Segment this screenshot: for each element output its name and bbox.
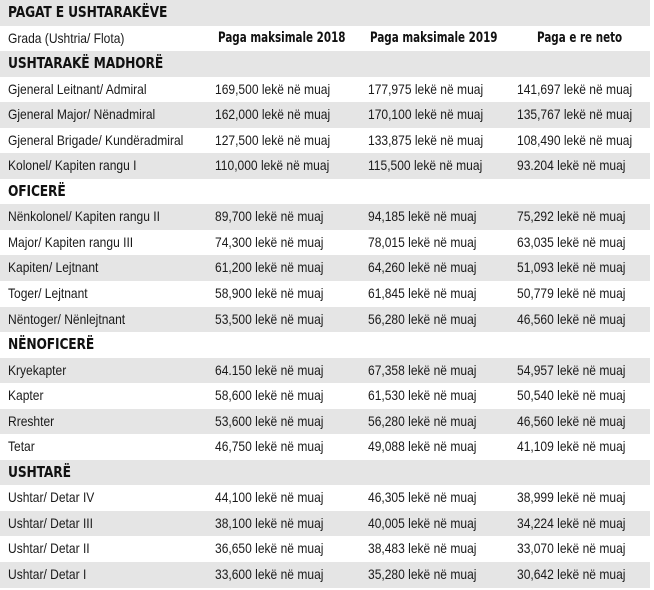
grade-cell: Ushtar/ Detar I [8, 566, 87, 583]
salary-2018-cell: 58,600 lekë në muaj [215, 387, 324, 404]
net-salary-cell: 63,035 lekë në muaj [517, 233, 626, 250]
grade-cell: Ushtar/ Detar IV [8, 489, 95, 506]
section-header-row [0, 460, 650, 486]
salary-2018-cell: 33,600 lekë në muaj [215, 566, 324, 583]
salary-2019-cell: 61,530 lekë në muaj [368, 387, 477, 404]
salary-2018-cell: 110,000 lekë në muaj [215, 157, 330, 174]
salary-2019-cell: 133,875 lekë në muaj [368, 131, 484, 148]
grade-cell: Tetar [8, 438, 35, 455]
net-salary-cell: 93.204 lekë në muaj [517, 157, 626, 174]
column-header-grade: Grada (Ushtria/ Flota) [8, 29, 125, 46]
salary-2018-cell: 36,650 lekë në muaj [215, 540, 324, 557]
salary-2019-cell: 61,845 lekë në muaj [368, 285, 477, 302]
net-salary-cell: 30,642 lekë në muaj [517, 566, 626, 583]
table-row [0, 434, 650, 460]
table-row [0, 383, 650, 409]
salary-2019-cell: 78,015 lekë në muaj [368, 233, 477, 250]
net-salary-cell: 135,767 lekë në muaj [517, 106, 633, 123]
grade-cell: Gjeneral Leitnant/ Admiral [8, 80, 147, 97]
grade-cell: Kolonel/ Kapiten rangu I [8, 157, 137, 174]
table-row [0, 358, 650, 384]
salary-2018-cell: 127,500 lekë në muaj [215, 131, 331, 148]
section-header-row [0, 51, 650, 77]
salary-2019-cell: 40,005 lekë në muaj [368, 514, 477, 531]
net-salary-cell: 51,093 lekë në muaj [517, 259, 626, 276]
salary-2018-cell: 89,700 lekë në muaj [215, 208, 324, 225]
salary-2018-cell: 58,900 lekë në muaj [215, 285, 324, 302]
salary-2018-cell: 38,100 lekë në muaj [215, 514, 324, 531]
salary-2018-cell: 64.150 lekë në muaj [215, 361, 324, 378]
net-salary-cell: 54,957 lekë në muaj [517, 361, 626, 378]
table-row [0, 230, 650, 256]
table-row [0, 281, 650, 307]
salary-2018-cell: 169,500 lekë në muaj [215, 80, 331, 97]
net-salary-cell: 75,292 lekë në muaj [517, 208, 626, 225]
net-salary-cell: 108,490 lekë në muaj [517, 131, 633, 148]
net-salary-cell: 141,697 lekë në muaj [517, 80, 633, 97]
table-row [0, 511, 650, 537]
table-row [0, 204, 650, 230]
table-row [0, 102, 650, 128]
salary-2019-cell: 46,305 lekë në muaj [368, 489, 477, 506]
section-title: OFICERË [8, 181, 66, 200]
section-header-row [0, 332, 650, 358]
grade-cell: Kapter [8, 387, 44, 404]
table-row [0, 77, 650, 103]
table-row [0, 255, 650, 281]
grade-cell: Nëntoger/ Nënlejtnant [8, 310, 126, 327]
salary-2019-cell: 115,500 lekë në muaj [368, 157, 483, 174]
salary-2019-cell: 56,280 lekë në muaj [368, 310, 477, 327]
grade-cell: Rreshter [8, 412, 55, 429]
net-salary-cell: 34,224 lekë në muaj [517, 514, 626, 531]
table-row [0, 536, 650, 562]
table-row [0, 128, 650, 154]
table-row [0, 153, 650, 179]
grade-cell: Ushtar/ Detar II [8, 540, 90, 557]
salary-2019-cell: 67,358 lekë në muaj [368, 361, 477, 378]
grade-cell: Ushtar/ Detar III [8, 514, 93, 531]
grade-cell: Gjeneral Major/ Nënadmiral [8, 106, 156, 123]
salary-2018-cell: 74,300 lekë në muaj [215, 233, 324, 250]
table-row [0, 307, 650, 333]
net-salary-cell: 41,109 lekë në muaj [517, 438, 626, 455]
net-salary-cell: 50,779 lekë në muaj [517, 285, 626, 302]
column-header-net: Paga e re neto [537, 29, 623, 46]
net-salary-cell: 46,560 lekë në muaj [517, 412, 626, 429]
net-salary-cell: 38,999 lekë në muaj [517, 489, 626, 506]
section-header-row [0, 179, 650, 205]
salary-2019-cell: 64,260 lekë në muaj [368, 259, 477, 276]
salary-2019-cell: 177,975 lekë në muaj [368, 80, 484, 97]
table-title: PAGAT E USHTARAKËVE [8, 3, 168, 21]
grade-cell: Kryekapter [8, 361, 67, 378]
section-title: USHTARË [8, 462, 71, 481]
grade-cell: Major/ Kapiten rangu III [8, 233, 134, 250]
table-row [0, 485, 650, 511]
salary-2019-cell: 56,280 lekë në muaj [368, 412, 477, 429]
salary-2018-cell: 53,600 lekë në muaj [215, 412, 324, 429]
table-title-row [0, 0, 650, 26]
salary-2019-cell: 94,185 lekë në muaj [368, 208, 477, 225]
column-header-2018: Paga maksimale 2018 [218, 29, 346, 46]
net-salary-cell: 33,070 lekë në muaj [517, 540, 626, 557]
salary-2019-cell: 38,483 lekë në muaj [368, 540, 477, 557]
column-header-row [0, 26, 650, 52]
table-row [0, 562, 650, 588]
salary-2018-cell: 44,100 lekë në muaj [215, 489, 324, 506]
grade-cell: Gjeneral Brigade/ Kundëradmiral [8, 131, 184, 148]
grade-cell: Kapiten/ Lejtnant [8, 259, 99, 276]
section-title: NËNOFICERË [8, 335, 95, 354]
salary-2018-cell: 53,500 lekë në muaj [215, 310, 324, 327]
salary-2018-cell: 162,000 lekë në muaj [215, 106, 331, 123]
salary-2018-cell: 61,200 lekë në muaj [215, 259, 324, 276]
grade-cell: Toger/ Lejtnant [8, 285, 88, 302]
salary-2018-cell: 46,750 lekë në muaj [215, 438, 324, 455]
grade-cell: Nënkolonel/ Kapiten rangu II [8, 208, 160, 225]
salary-2019-cell: 49,088 lekë në muaj [368, 438, 477, 455]
salary-2019-cell: 35,280 lekë në muaj [368, 566, 477, 583]
net-salary-cell: 50,540 lekë në muaj [517, 387, 626, 404]
table-row [0, 409, 650, 435]
net-salary-cell: 46,560 lekë në muaj [517, 310, 626, 327]
salary-2019-cell: 170,100 lekë në muaj [368, 106, 484, 123]
column-header-2019: Paga maksimale 2019 [370, 29, 498, 46]
section-title: USHTARAKË MADHORË [8, 54, 164, 73]
